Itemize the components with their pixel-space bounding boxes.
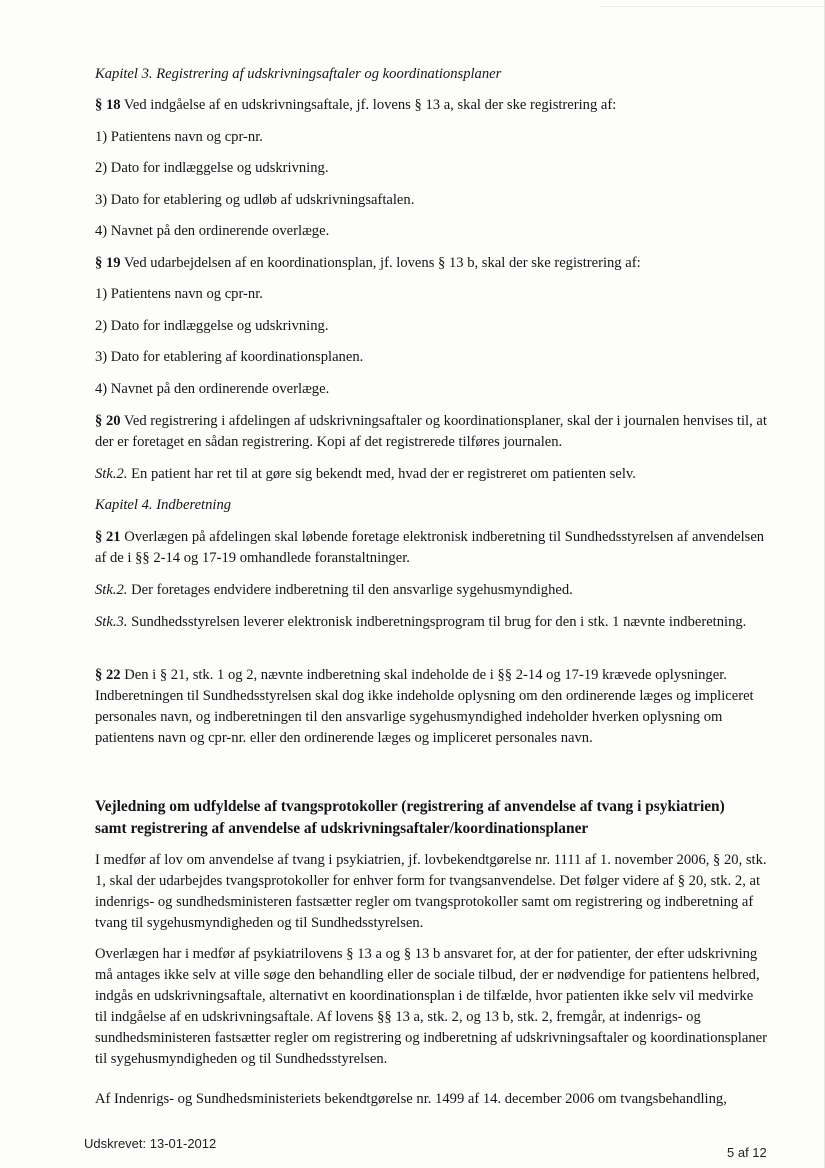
- guidance-heading: Vejledning om udfyldelse af tvangsprotokoller (registrering af anvendelse af tvang i psykiatrien) samt registrering af anvendelse af udskrivningsaftaler/koordinationsplaner: [95, 798, 725, 837]
- guidance-paragraph-3: Af Indenrigs- og Sundhedsministeriets bekendtgørelse nr. 1499 af 14. december 2006 om tvangsbehandling,: [95, 1091, 727, 1107]
- section-18-item-4: 4) Navnet på den ordinerende overlæge.: [95, 223, 330, 239]
- section-20-number: § 20: [95, 413, 121, 429]
- section-22-number: § 22: [95, 667, 121, 683]
- section-20-stk2-label: Stk.2.: [95, 466, 128, 482]
- section-21: [95, 527, 767, 569]
- section-21-stk2: [95, 580, 767, 601]
- section-20-stk2-text: En patient har ret til at gøre sig bekendt med, hvad der er registreret om patienten selv.: [127, 466, 636, 482]
- section-18: [95, 95, 767, 116]
- section-21-stk2-label: Stk.2.: [95, 582, 128, 598]
- section-19-number: § 19: [95, 255, 121, 271]
- section-18-item-1: 1) Patientens navn og cpr-nr.: [95, 129, 263, 145]
- section-21-stk2-text: Der foretages endvidere indberetning til den ansvarlige sygehusmyndighed.: [127, 582, 573, 598]
- guidance-paragraph-2: Overlægen har i medfør af psykiatrilovens § 13 a og § 13 b ansvaret for, at der for patienter, der efter udskrivning må antages ikke selv at ville søge den behandling eller de sociale tilbud, der er nødvendige for patientens helbred, indgås en udskrivningsaftale, alternativt en koordinationsplan i de tilfælde, hvor patienten ikke selv vil medvirke til indgåelse af en udskrivningsaftale. Af lovens §§ 13 a, stk. 2, og 13 b, stk. 2, fremgår, at indenrigs- og sundhedsministeren fastsætter regler om registrering og indberetning af udskrivningsaftaler og koordinationsplaner til sygehusmyndigheden og til Sundhedsstyrelsen.: [95, 946, 767, 1067]
- section-21-number: § 21: [95, 529, 121, 545]
- section-21-stk3-text: Sundhedsstyrelsen leverer elektronisk indberetningsprogram til brug for den i stk. 1 nævnte indberetning.: [127, 614, 747, 630]
- chapter-3-title: Kapitel 3. Registrering af udskrivningsaftaler og koordinationsplaner: [95, 66, 502, 82]
- section-22: [95, 665, 767, 749]
- scan-edge-top: [600, 6, 825, 7]
- section-20-stk2: [95, 464, 767, 485]
- guidance-paragraph-1: I medfør af lov om anvendelse af tvang i psykiatrien, jf. lovbekendtgørelse nr. 1111 af 1. november 2006, § 20, stk. 1, skal der udarbejdes tvangsprotokoller for enhver form for tvangsanvendelse. Det følger videre af § 20, stk. 2, at indenrigs- og sundhedsministeren fastsætter regler om tvangsprotokoller samt om registrering og indberetning af tvang til sygehusmyndigheden og til Sundhedsstyrelsen.: [95, 852, 767, 931]
- page-number: 5 af 12: [727, 1145, 767, 1160]
- section-20-text: Ved registrering i afdelingen af udskrivningsaftaler og koordinationsplaner, skal der i journalen henvises til, at der er foretaget en sådan registrering. Kopi af det registrerede tilføres journalen.: [95, 413, 767, 450]
- section-18-number: § 18: [95, 97, 121, 113]
- section-21-stk3-label: Stk.3.: [95, 614, 128, 630]
- section-19-item-1: 1) Patientens navn og cpr-nr.: [95, 286, 263, 302]
- print-date: Udskrevet: 13-01-2012: [84, 1136, 217, 1151]
- section-22-text: Den i § 21, stk. 1 og 2, nævnte indberetning skal indeholde de i §§ 2-14 og 17-19 krævede oplysninger. Indberetningen til Sundhedsstyrelsen skal dog ikke indeholde oplysning om den ordinerende læges og impliceret personales navn, og indberetningen til den ansvarlige sygehusmyndighed indeholder hverken oplysning om patientens navn og cpr-nr. eller den ordinerende læges og impliceret personales navn.: [95, 667, 754, 746]
- section-20: [95, 411, 767, 453]
- section-19-text: Ved udarbejdelsen af en koordinationsplan, jf. lovens § 13 b, skal der ske registrering af:: [120, 255, 641, 271]
- section-18-item-2: 2) Dato for indlæggelse og udskrivning.: [95, 160, 329, 176]
- section-21-stk3: [95, 612, 767, 633]
- section-19-item-3: 3) Dato for etablering af koordinationsplanen.: [95, 349, 364, 365]
- section-18-item-3: 3) Dato for etablering og udløb af udskrivningsaftalen.: [95, 192, 415, 208]
- section-18-text: Ved indgåelse af en udskrivningsaftale, jf. lovens § 13 a, skal der ske registrering af:: [120, 97, 617, 113]
- section-19-item-2: 2) Dato for indlæggelse og udskrivning.: [95, 318, 329, 334]
- section-21-text: Overlægen på afdelingen skal løbende foretage elektronisk indberetning til Sundhedsstyrelsen af anvendelsen af de i §§ 2-14 og 17-19 omhandlede foranstaltninger.: [95, 529, 765, 566]
- section-19: [95, 253, 767, 274]
- chapter-4-title: Kapitel 4. Indberetning: [95, 497, 232, 513]
- section-19-item-4: 4) Navnet på den ordinerende overlæge.: [95, 381, 330, 397]
